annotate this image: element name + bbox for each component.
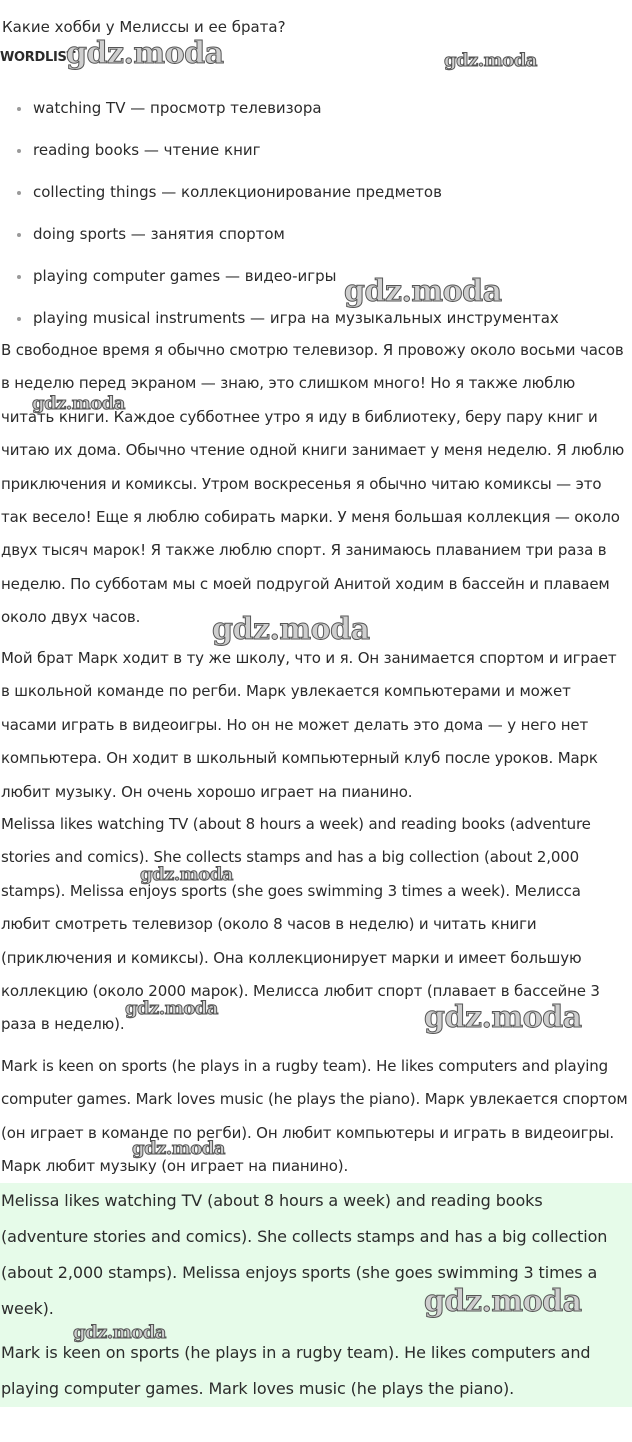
question-text: Какие хобби у Мелиссы и ее брата?: [2, 18, 286, 36]
wordlist-item: watching TV — просмотр телевизора: [0, 96, 632, 138]
watermark: gdz.moda: [444, 50, 537, 71]
wordlist-title: WORDLIST: [0, 50, 76, 65]
wordlist-item: doing sports — занятия спортом: [0, 222, 632, 264]
watermark: gdz.moda: [212, 612, 370, 647]
watermark: gdz.moda: [66, 36, 224, 71]
wordlist-item: playing musical instruments — игра на музыкальных инструментах: [0, 306, 632, 348]
answer-melissa: Melissa likes watching TV (about 8 hours a week) and reading books (adventure stories and comics). She collects stamps and has a big collection (about 2,000 stamps). Melissa enjoys sports (she goes swimming 3 times a week).: [1, 1191, 608, 1318]
paragraph-melissa-summary: Melissa likes watching TV (about 8 hours a week) and reading books (adventure stories and comics). She collects stamps and has a big collection (about 2,000 stamps). Melissa enjoys sports (she goes swimming 3 times a week). Мелисса любит смотреть телевизор (около 8 часов в неделю) и читать книги (приключения и комиксы). Она коллекционирует марки и имеет большую коллекцию (около 2000 марок). Мелисса любит спорт (плавает в бассейне 3 раза в неделю).: [1, 815, 600, 1034]
paragraph-mark-text: Мой брат Марк ходит в ту же школу, что и я. Он занимается спортом и играет в школьной команде по регби. Марк увлекается компьютерами и может часами играть в видеоигры. Но он не может делать это дома — у него нет компьютера. Он ходит в школьный компьютерный клуб после уроков. Марк любит музыку. Он очень хорошо играет на пианино.: [1, 649, 617, 801]
answer-mark: Mark is keen on sports (he plays in a rugby team). He likes computers and playing computer games. Mark loves music (he plays the piano).: [1, 1343, 591, 1398]
watermark: gdz.moda: [424, 1284, 582, 1319]
watermark: gdz.moda: [140, 864, 233, 885]
watermark: gdz.moda: [73, 1322, 166, 1343]
watermark: gdz.moda: [32, 393, 125, 414]
watermark: gdz.moda: [125, 998, 218, 1019]
watermark: gdz.moda: [344, 274, 502, 309]
wordlist-item: playing computer games — видео-игры: [0, 264, 632, 306]
wordlist: [0, 96, 632, 348]
paragraph-mark-summary: Mark is keen on sports (he plays in a rugby team). He likes computers and playing computer games. Mark loves music (he plays the piano). Марк увлекается спортом (он играет в команде по регби). Он любит компьютеры и играть в видеоигры. Марк любит музыку (он играет на пианино).: [1, 1057, 628, 1176]
watermark: gdz.moda: [424, 1000, 582, 1035]
wordlist-item: reading books — чтение книг: [0, 138, 632, 180]
watermark: gdz.moda: [132, 1138, 225, 1159]
wordlist-item: collecting things — коллекционирование предметов: [0, 180, 632, 222]
paragraph-melissa-text: В свободное время я обычно смотрю телевизор. Я провожу около восьми часов в неделю перед экраном — знаю, это слишком много! Но я также люблю читать книги. Каждое субботнее утро я иду в библиотеку, беру пару книг и читаю их дома. Обычно чтение одной книги занимает у меня неделю. Я люблю приключения и комиксы. Утром воскресенья я обычно читаю комиксы — это так весело! Еще я люблю собирать марки. У меня большая коллекция — около двух тысяч марок! Я также люблю спорт. Я занимаюсь плаванием три раза в неделю. По субботам мы с моей подругой Анитой ходим в бассейн и плаваем около двух часов.: [1, 341, 625, 627]
